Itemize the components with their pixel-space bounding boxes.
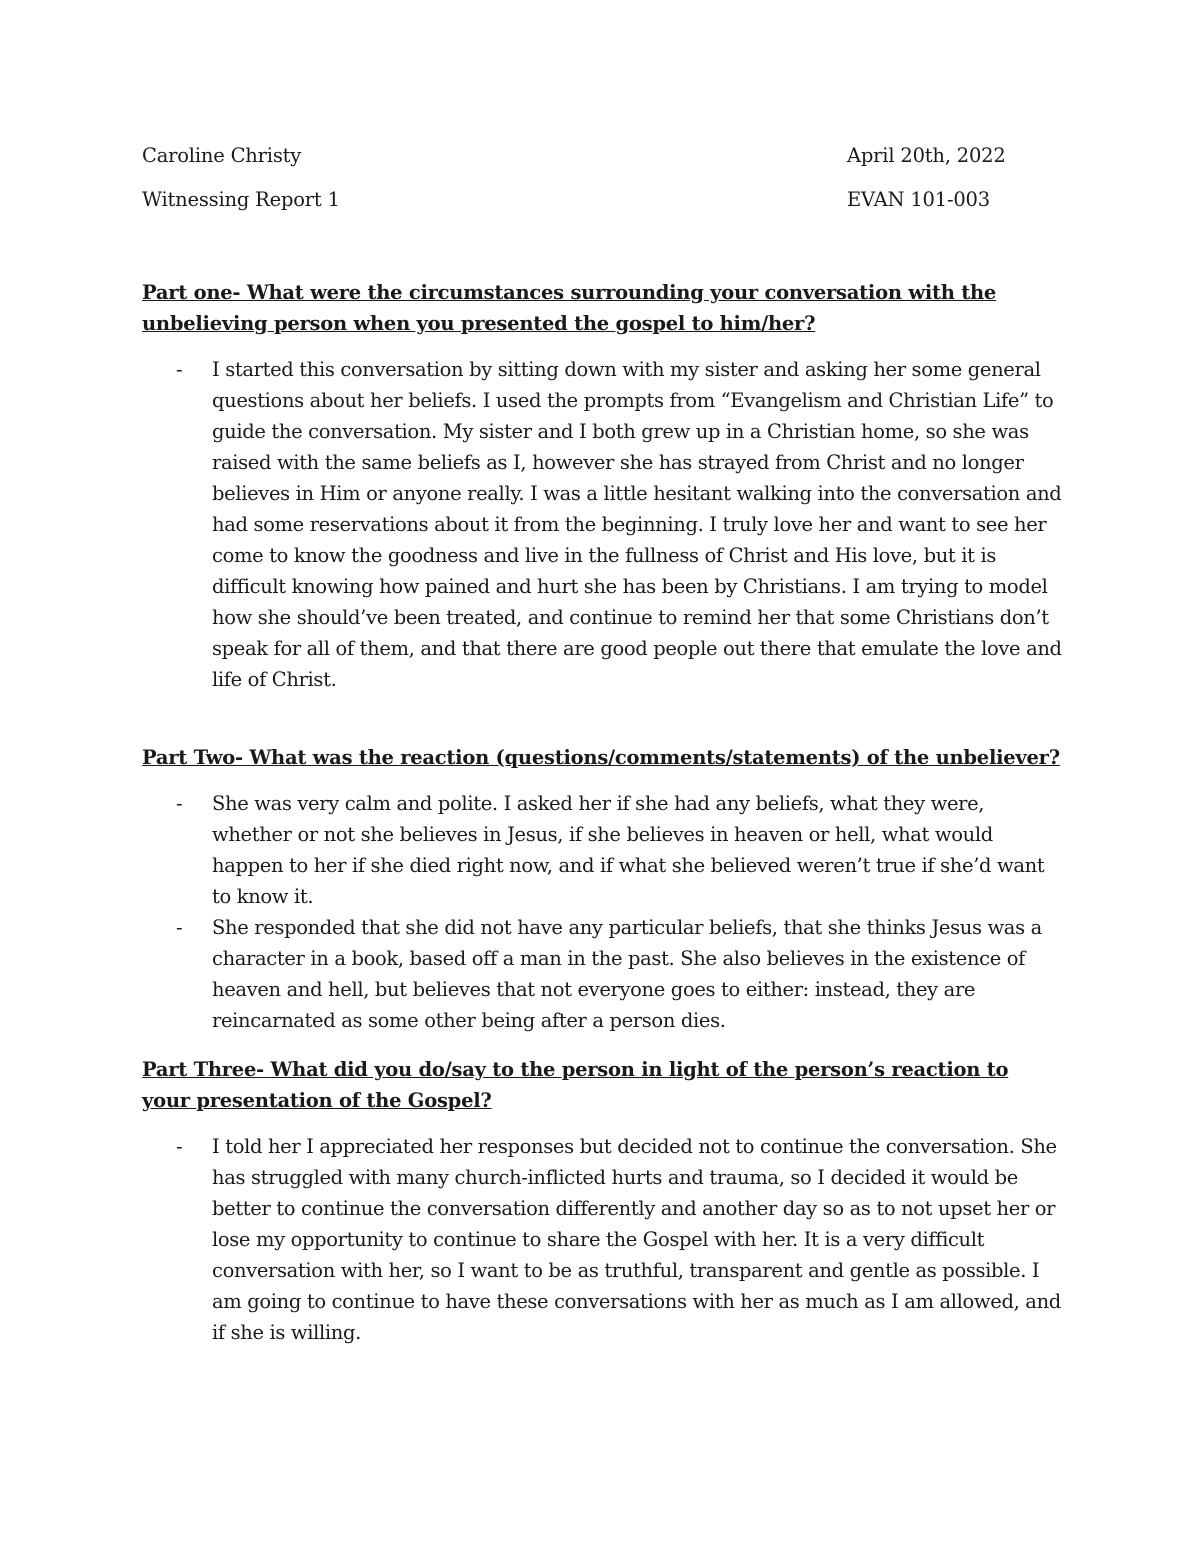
bullet-item [142,1131,1062,1348]
author-name: Caroline Christy [142,144,302,167]
section-part-three [142,1054,1062,1348]
course-code: EVAN 101-003 [847,188,990,211]
section-heading: Part Three- What did you do/say to the person in light of the person’s reaction to your presentation of the Gospel? [142,1058,1009,1112]
section-part-one [142,277,1062,695]
bullet-text: She responded that she did not have any particular beliefs, that she thinks Jesus was a character in a book, based off a man in the past. She also believes in the existence of heaven and hell, but believes that not everyone goes to either: instead, they are reincarnated as some other being after a person dies. [212,916,1042,1032]
section-heading: Part Two- What was the reaction (questions/comments/statements) of the unbeliever? [142,746,1060,769]
bullet-text: I started this conversation by sitting down with my sister and asking her some general questions about her beliefs. I used the prompts from “Evangelism and Christian Life” to guide the conversation. My sister and I both grew up in a Christian home, so she was raised with the same beliefs as I, however she has strayed from Christ and no longer believes in Him or anyone really. I was a little hesitant walking into the conversation and had some reservations about it from the beginning. I truly love her and want to see her come to know the goodness and live in the fullness of Christ and His love, but it is difficult knowing how pained and hurt she has been by Christians. I am trying to model how she should’ve been treated, and continue to remind her that some Christians don’t speak for all of them, and that there are good people out there that emulate the love and life of Christ. [212,358,1062,691]
bullet-text: She was very calm and polite. I asked her if she had any beliefs, what they were, whether or not she believes in Jesus, if she believes in heaven or hell, what would happen to her if she died right now, and if what she believed weren’t true if she’d want to know it. [212,792,1045,908]
bullet-list [142,354,1062,695]
section-heading: Part one- What were the circumstances surrounding your conversation with the unbelieving person when you presented the gospel to him/her? [142,281,997,335]
bullet-list [142,1131,1062,1348]
bullet-dash: - [176,792,183,815]
bullet-dash: - [176,1135,183,1158]
bullet-dash: - [176,916,183,939]
report-date: April 20th, 2022 [847,144,1006,167]
section-part-two [142,742,1062,1036]
report-title: Witnessing Report 1 [142,188,340,211]
bullet-list [142,788,1062,1036]
bullet-item [142,788,1062,912]
bullet-item [142,354,1062,695]
bullet-dash: - [176,358,183,381]
bullet-text: I told her I appreciated her responses but decided not to continue the conversation. She has struggled with many church-inflicted hurts and trauma, so I decided it would be better to continue the conversation differently and another day so as to not upset her or lose my opportunity to continue to share the Gospel with her. It is a very difficult conversation with her, so I want to be as truthful, transparent and gentle as possible. I am going to continue to have these conversations with her as much as I am allowed, and if she is willing. [212,1135,1061,1344]
bullet-item [142,912,1062,1036]
